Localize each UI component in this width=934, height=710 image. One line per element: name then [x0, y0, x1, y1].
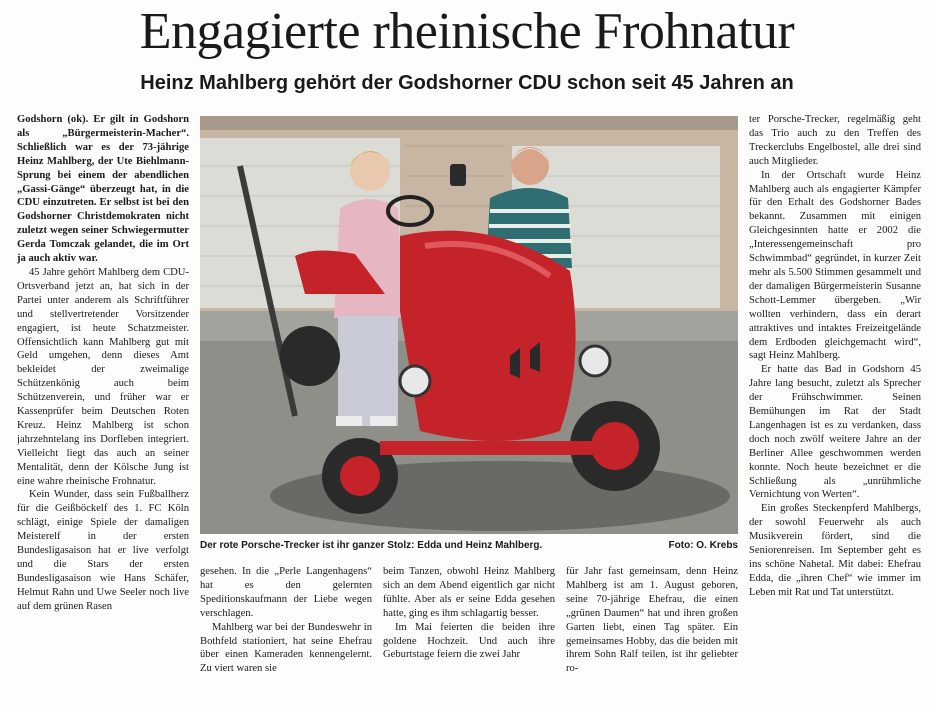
- article-column-5: [749, 113, 921, 693]
- article-column-4: [566, 565, 738, 693]
- photo-credit: Foto: O. Krebs: [668, 540, 738, 551]
- headline: Engagierte rheinische Frohnatur: [139, 3, 795, 60]
- photo-caption: [200, 538, 738, 554]
- paragraph: gesehen. In die „Perle Langenhagens“ hat es den gelernten Speditionskaufmann der Liebe wegen verschlagen.: [200, 566, 372, 619]
- paragraph: 45 Jahre gehört Mahlberg dem CDU-Ortsverband jetzt an, hat sich in der Partei unter anderem als Schriftführer und stellvertretender Vorsitzender engagiert, ist heute Schatzmeister. Offensichtlich kann Mahlberg gut mit Geld umgehen, denn dieses Amt bekleidet der zweimalige Schützenkönig auch beim Schützenverein, und früher war er Kassenprüfer beim Deutschen Roten Kreuz. Heinz Mahlberg ist schon jahrzehntelang ins Dorfleben integriert. Vielleicht liegt das auch an seiner Mentalität, denn der Kölsche Jung ist eine wahre rheinische Frohnatur.: [17, 266, 189, 487]
- paragraph: für Jahr fast gemeinsam, denn Heinz Mahlberg ist am 1. August geboren, seine 70-jährige Ehefrau, die einen „grünen Daumen“ hat und ihren großen Garten liebt, einen Tag später. Ein gemeinsames Hobby, das die beiden mit ihrem Sohn Ralf teilen, ist ihr geliebter ro-: [566, 566, 738, 675]
- paragraph: ter Porsche-Trecker, regelmäßig geht das Trio auch zu den Treffen des Treckerclubs Engelbostel, alle drei sind auch Mitglieder.: [749, 114, 921, 167]
- subheadline: Heinz Mahlberg gehört der Godshorner CDU schon seit 45 Jahren an: [140, 72, 794, 94]
- article-column-2: [200, 565, 372, 693]
- paragraph: Mahlberg war bei der Bundeswehr in Bothfeld stationiert, hat seine Ehefrau über einen Kameraden kennengelernt. Zu viert waren sie: [200, 621, 372, 675]
- caption-text: Der rote Porsche-Trecker ist ihr ganzer Stolz: Edda und Heinz Mahlberg.: [200, 540, 543, 551]
- paragraph: Kein Wunder, dass sein Fußballherz für die Geißböckelf des 1. FC Köln schlägt, einige Spiele der damaligen Meisterelf in der ersten Bundesligasaison hat er live verfolgt und die Stars der ersten Bundesligasaison wie Hans Schäfer, Helmut Rahn und Uwe Seeler noch live auf dem grünen Rasen: [17, 489, 189, 612]
- article-photo: [200, 116, 738, 534]
- lead-paragraph: Godshorn (ok). Er gilt in Godshorn als „Bürgermeisterin-Macher“. Schließlich war es der 73-jährige Heinz Mahlberg, der Ute Biehlmann-Sprung bei einem der abendlichen „Gassi-Gänge“ überzeugt hat, in die CDU einzutreten. Er selbst ist bei den Godshorner Christdemokraten nicht zuletzt wegen seiner Schwiegermutter Gerda Tomczak gelandet, die im Ort ja auch aktiv war.: [17, 114, 189, 265]
- paragraph: beim Tanzen, obwohl Heinz Mahlberg sich an dem Abend eigentlich gar nicht fühlte. Aber als er seine Edda gesehen hatte, ging es ihm schlagartig besser.: [383, 566, 555, 619]
- paragraph: Im Mai feierten die beiden ihre goldene Hochzeit. Und auch ihre Geburtstage feiern die zwei Jahr: [383, 621, 555, 661]
- paragraph: Er hatte das Bad in Godshorn 45 Jahre lang besucht, zuletzt als Sprecher der Frühschwimmer. Seinen Bemühungen im Rat der Stadt Langenhagen ist es zu verdanken, dass doch noch zwölf weitere Jahre an der Berliner Allee geschwommen werden konnte. Noch heute bezeichnet er die Schließung als „unrühmliche Vernichtung von Werten“.: [749, 364, 921, 501]
- paragraph: In der Ortschaft wurde Heinz Mahlberg auch als engagierter Kämpfer für den Erhalt des Godshorner Bades bekannt. Zusammen mit einigen Gleichgesinnten hatte er 2002 die „Interessengemeinschaft pro Schwimmbad“ gegründet, in kurzer Zeit mehr als 5.500 Stimmen gesammelt und der damaligen Bürgermeisterin Susanne Schott-Lemmer übergeben. „Wir wollten verhindern, dass ein derart attraktives und intaktes Freizeitgelände dem Erdboden gleichgemacht wird“, sagt Heinz Mahlberg.: [749, 169, 921, 362]
- article-column-3: [383, 565, 555, 693]
- photo-illustration: [200, 116, 738, 534]
- article-column-1: [17, 113, 189, 693]
- paragraph: Ein großes Steckenpferd Mahlbergs, der sowohl Feuerwehr als auch Musikverein fördert, sind die Seniorenreisen. Im September geht es ins schöne Nahetal. Mit dabei: Ehefrau Edda, die „ihren Chef“ wie immer im Leben mit Rat und Tat unterstützt.: [749, 503, 921, 598]
